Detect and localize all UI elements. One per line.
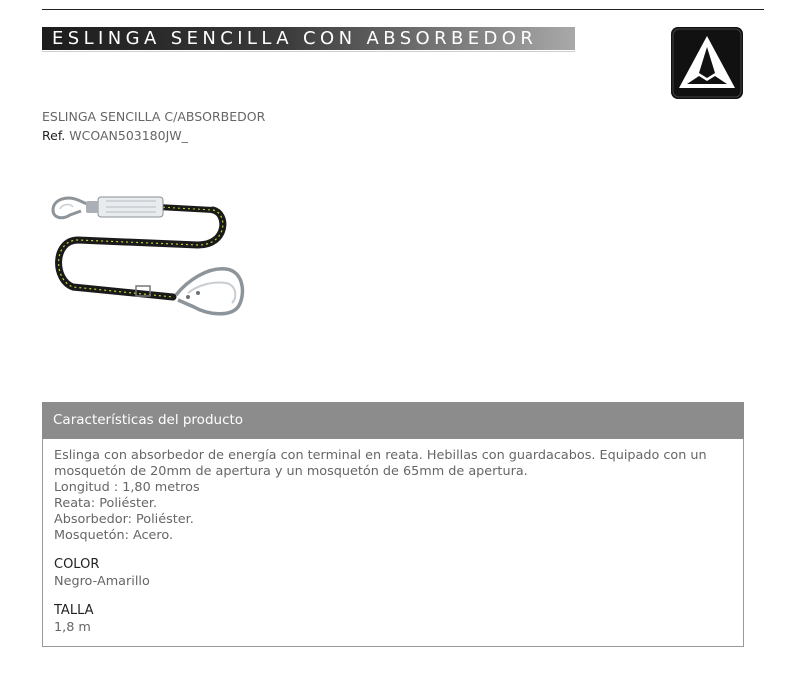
page-title: ESLINGA SENCILLA CON ABSORBEDOR (52, 28, 538, 49)
title-underline (42, 51, 575, 52)
description-line: Absorbedor: Poliéster. (54, 512, 194, 527)
color-label: COLOR (54, 557, 100, 572)
top-rule (42, 9, 764, 10)
ref-label: Ref. (42, 128, 66, 143)
ref-value: WCOAN503180JW_ (69, 128, 188, 143)
description-line: Longitud : 1,80 metros (54, 480, 200, 495)
lanyard-image (48, 185, 248, 320)
delta-logo-icon (670, 26, 744, 100)
product-name: ESLINGA SENCILLA C/ABSORBEDOR (42, 109, 266, 124)
title-bar (42, 27, 575, 50)
product-reference (42, 128, 188, 143)
description-line: Mosquetón: Acero. (54, 528, 174, 543)
size-label: TALLA (54, 603, 94, 618)
description-line: mosquetón de 20mm de apertura y un mosquetón de 65mm de apertura. (54, 464, 528, 479)
description-line: Eslinga con absorbedor de energía con terminal en reata. Hebillas con guardacabos. Equipado con un (54, 448, 707, 463)
size-value: 1,8 m (54, 620, 91, 635)
description-line: Reata: Poliéster. (54, 496, 158, 511)
characteristics-panel (42, 402, 744, 647)
color-value: Negro-Amarillo (54, 574, 150, 589)
characteristics-header: Características del producto (42, 402, 744, 439)
characteristics-body (43, 439, 743, 636)
